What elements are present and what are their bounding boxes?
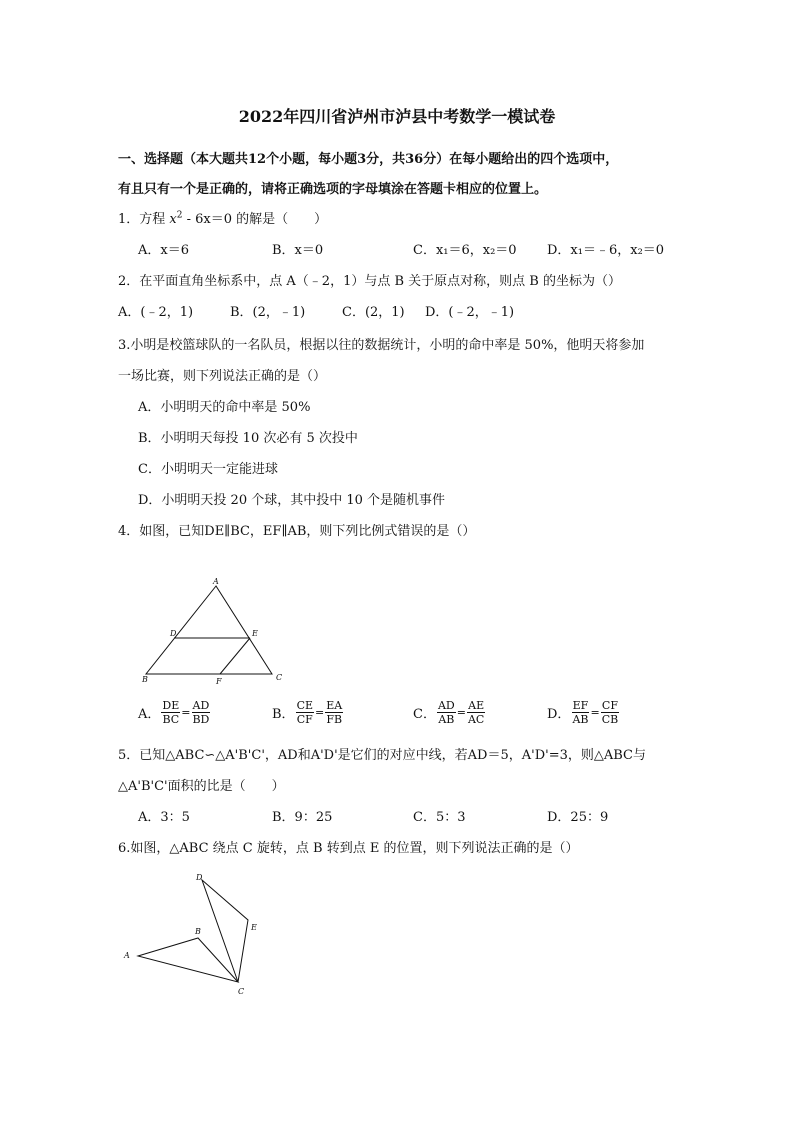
- question-2-stem: 2．在平面直角坐标系中，点 A（﹣2，1）与点 B 关于原点对称，则点 B 的坐标为（）: [118, 274, 621, 289]
- q4-option-d-label: D．: [547, 707, 571, 722]
- q2-option-a: A．(﹣2，1): [118, 305, 194, 320]
- label-f: F: [216, 677, 222, 686]
- label-e: E: [251, 923, 257, 932]
- q1-option-a: A．x＝6: [138, 243, 189, 258]
- q1-var: x: [169, 212, 177, 227]
- section-heading-line2: 有且只有一个是正确的，请将正确选项的字母填涂在答题卡相应的位置上。: [118, 182, 548, 197]
- fraction: [571, 699, 589, 726]
- q4-option-a-label: A．: [138, 707, 161, 722]
- question-4-stem: 4．如图，已知DE∥BC，EF∥AB，则下列比例式错误的是（）: [118, 524, 476, 539]
- equals-sign: =: [315, 706, 325, 719]
- q5-option-a: A．3：5: [138, 810, 190, 825]
- q4-option-b-label: B．: [272, 707, 295, 722]
- label-d: D: [196, 873, 203, 882]
- equals-sign: =: [181, 706, 191, 719]
- numerator: AD: [192, 699, 210, 712]
- question-3-line1: 3.小明是校篮球队的一名队员，根据以往的数据统计，小明的命中率是 50%，他明天将参加: [118, 338, 645, 353]
- fraction: [296, 699, 314, 726]
- numerator: EF: [572, 699, 589, 712]
- q1-option-d: D．x₁＝﹣6，x₂＝0: [547, 243, 665, 258]
- q4-option-b: [272, 699, 344, 726]
- numerator: CE: [296, 699, 314, 712]
- fraction: [161, 699, 180, 726]
- label-b: B: [142, 675, 148, 684]
- numerator: CF: [601, 699, 618, 712]
- question-1-stem: [118, 208, 327, 227]
- label-a: A: [124, 951, 130, 960]
- denominator: CF: [296, 713, 313, 726]
- fraction: [601, 699, 620, 726]
- q1-exponent: 2: [176, 210, 183, 221]
- triangle-figure-q4: [140, 574, 290, 686]
- label-b: B: [195, 927, 201, 936]
- equals-sign: =: [590, 706, 600, 719]
- denominator: CB: [601, 713, 619, 726]
- fraction: [325, 699, 343, 726]
- numerator: AE: [468, 699, 485, 712]
- numerator: DE: [162, 699, 180, 712]
- numerator: AD: [437, 699, 455, 712]
- denominator: AB: [438, 713, 455, 726]
- fraction: [191, 699, 210, 726]
- denominator: AC: [467, 713, 485, 726]
- triangle-dec: [202, 880, 248, 982]
- q2-option-c: C．(2，1): [342, 305, 405, 320]
- q5-option-b: B．9：25: [272, 810, 333, 825]
- fraction: [467, 699, 485, 726]
- q1-option-b: B．x＝0: [272, 243, 324, 258]
- q2-option-b: B．(2，﹣1): [230, 305, 306, 320]
- q4-option-c: [413, 699, 486, 726]
- triangle-abc: [138, 938, 238, 982]
- equals-sign: =: [456, 706, 466, 719]
- q1-prefix: 1．方程: [118, 212, 170, 227]
- q4-option-a: [138, 699, 211, 726]
- section-heading-line1: 一、选择题（本大题共12个小题，每小题3分，共36分）在每小题给出的四个选项中，: [118, 152, 619, 167]
- label-a: A: [213, 577, 219, 586]
- denominator: BC: [162, 713, 180, 726]
- rotation-figure-q6: [118, 868, 278, 1000]
- page-title: 2022年四川省泸州市泸县中考数学一模试卷: [238, 107, 556, 126]
- question-5-line1: 5．已知△ABC∽△A'B'C'，AD和A'D'是它们的对应中线，若AD＝5，A'D'=3，则△ABC与: [118, 748, 646, 763]
- q3-option-b: B．小明明天每投 10 次必有 5 次投中: [138, 431, 358, 446]
- q4-option-c-label: C．: [413, 707, 436, 722]
- q2-option-d: D．(﹣2，﹣1): [425, 305, 515, 320]
- denominator: FB: [326, 713, 343, 726]
- q5-option-c: C．5：3: [413, 810, 466, 825]
- q3-option-c: C．小明明天一定能进球: [138, 462, 278, 477]
- question-3-line2: 一场比赛，则下列说法正确的是（）: [118, 369, 327, 384]
- q4-option-d: [547, 699, 620, 726]
- fraction: [437, 699, 456, 726]
- q5-option-d: D．25：9: [547, 810, 609, 825]
- label-d: D: [170, 629, 177, 638]
- denominator: AB: [572, 713, 589, 726]
- q3-option-a: A．小明明天的命中率是 50%: [138, 400, 311, 415]
- q3-option-d: D．小明明天投 20 个球，其中投中 10 个是随机事件: [138, 493, 446, 508]
- numerator: EA: [326, 699, 343, 712]
- q1-rest: - 6x＝0 的解是（ ）: [182, 212, 328, 227]
- question-6-stem: 6.如图，△ABC 绕点 C 旋转，点 B 转到点 E 的位置，则下列说法正确的是（）: [118, 841, 579, 856]
- q1-option-c: C．x₁＝6，x₂＝0: [413, 243, 517, 258]
- question-5-line2: △A'B'C'面积的比是（ ）: [118, 779, 285, 794]
- label-e: E: [252, 629, 258, 638]
- label-c: C: [276, 673, 283, 682]
- denominator: BD: [192, 713, 210, 726]
- segment-ef: [220, 638, 250, 674]
- label-c: C: [238, 987, 245, 996]
